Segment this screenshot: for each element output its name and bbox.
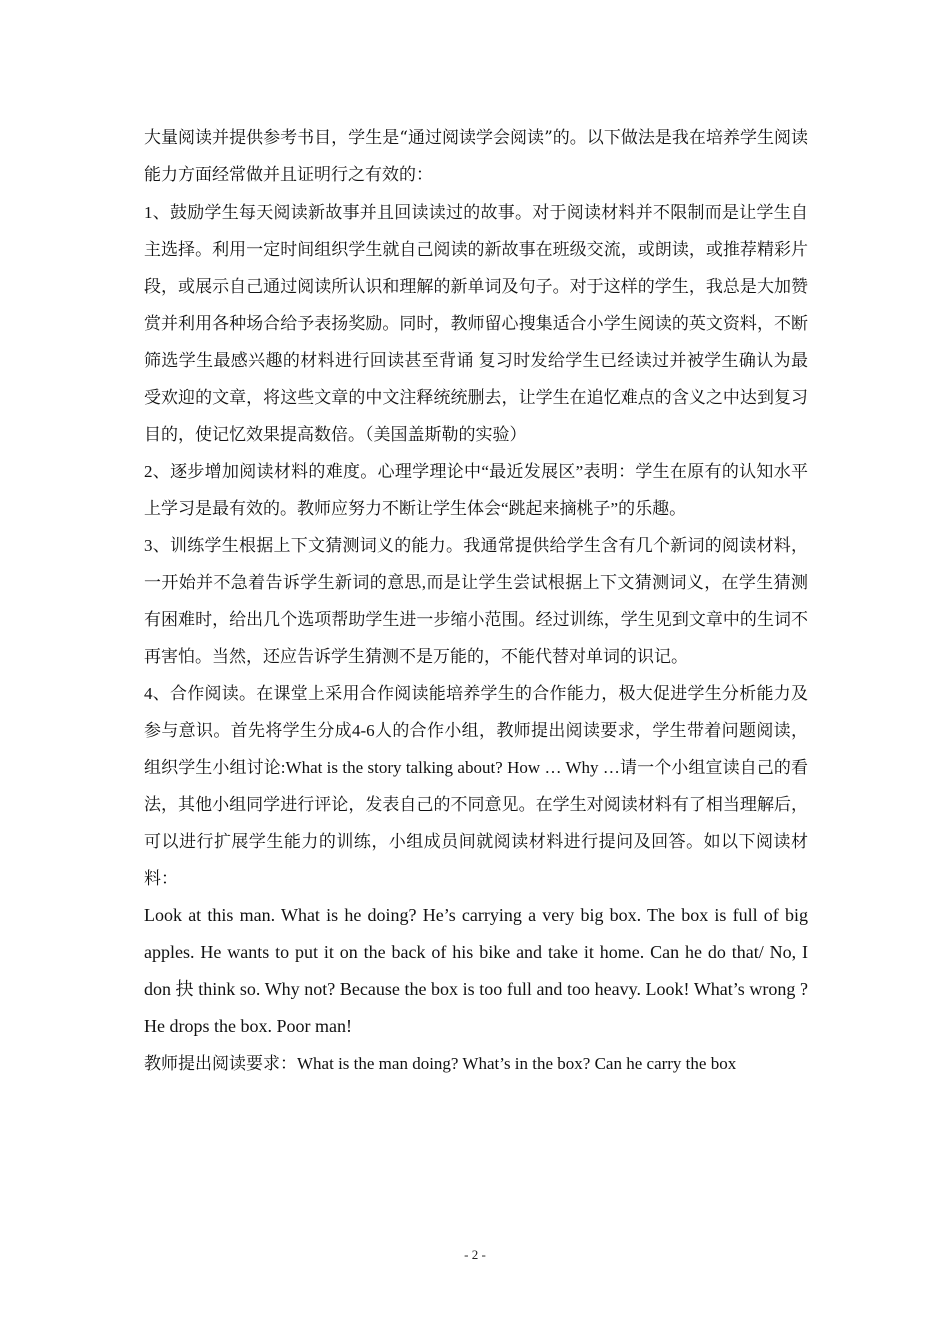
paragraph-reading-material: Look at this man. What is he doing? He’s carrying a very big box. The box is full of big apples. He wants to put it on the back of his bike and take it home. Can he do that/ No, I don 抉 think so. Why not? Because the box is too full and too heavy. Look! What’s wrong ? He drops the box. Poor man! [144, 905, 808, 1036]
paragraph-reading-requirements: 教师提出阅读要求：What is the man doing? What’s in the box? Can he carry the box [144, 1054, 737, 1073]
paragraph-item-3: 3、训练学生根据上下文猜测词义的能力。我通常提供给学生含有几个新词的阅读材料，一开始并不急着告诉学生新词的意思,而是让学生尝试根据上下文猜测词义，在学生猜测有困难时，给出几个选项帮助学生进一步缩小范围。经过训练，学生见到文章中的生词不再害怕。当然，还应告诉学生猜测不是万能的，不能代替对单词的识记。 [144, 536, 808, 666]
page-number: - 2 - [464, 1247, 486, 1262]
paragraph-intro: 大量阅读并提供参考书目，学生是“通过阅读学会阅读”的。以下做法是我在培养学生阅读能力方面经常做并且证明行之有效的： [144, 128, 808, 185]
paragraph-item-2: 2、逐步增加阅读材料的难度。心理学理论中“最近发展区”表明：学生在原有的认知水平上学习是最有效的。教师应努力不断让学生体会“跳起来摘桃子”的乐趣。 [144, 462, 808, 518]
document-body [144, 120, 808, 1082]
paragraph-item-1: 1、鼓励学生每天阅读新故事并且回读读过的故事。对于阅读材料并不限制而是让学生自主选择。利用一定时间组织学生就自己阅读的新故事在班级交流，或朗读，或推荐精彩片段，或展示自己通过阅读所认识和理解的新单词及句子。对于这样的学生，我总是大加赞赏并利用各种场合给予表扬奖励。同时，教师留心搜集适合小学生阅读的英文资料，不断筛选学生最感兴趣的材料进行回读甚至背诵 复习时发给学生已经读过并被学生确认为最受欢迎的文章，将这些文章的中文注释统统删去，让学生在追忆难点的含义之中达到复习目的，使记忆效果提高数倍。（美国盖斯勒的实验） [144, 203, 808, 444]
paragraph-item-4: 4、合作阅读。在课堂上采用合作阅读能培养学生的合作能力，极大促进学生分析能力及参与意识。首先将学生分成4-6人的合作小组，教师提出阅读要求，学生带着问题阅读，组织学生小组讨论:What is the story talking about? How … Why …请一个小组宣读自己的看法，其他小组同学进行评论，发表自己的不同意见。在学生对阅读材料有了相当理解后，可以进行扩展学生能力的训练，小组成员间就阅读材料进行提问及回答。如以下阅读材料： [144, 684, 808, 888]
